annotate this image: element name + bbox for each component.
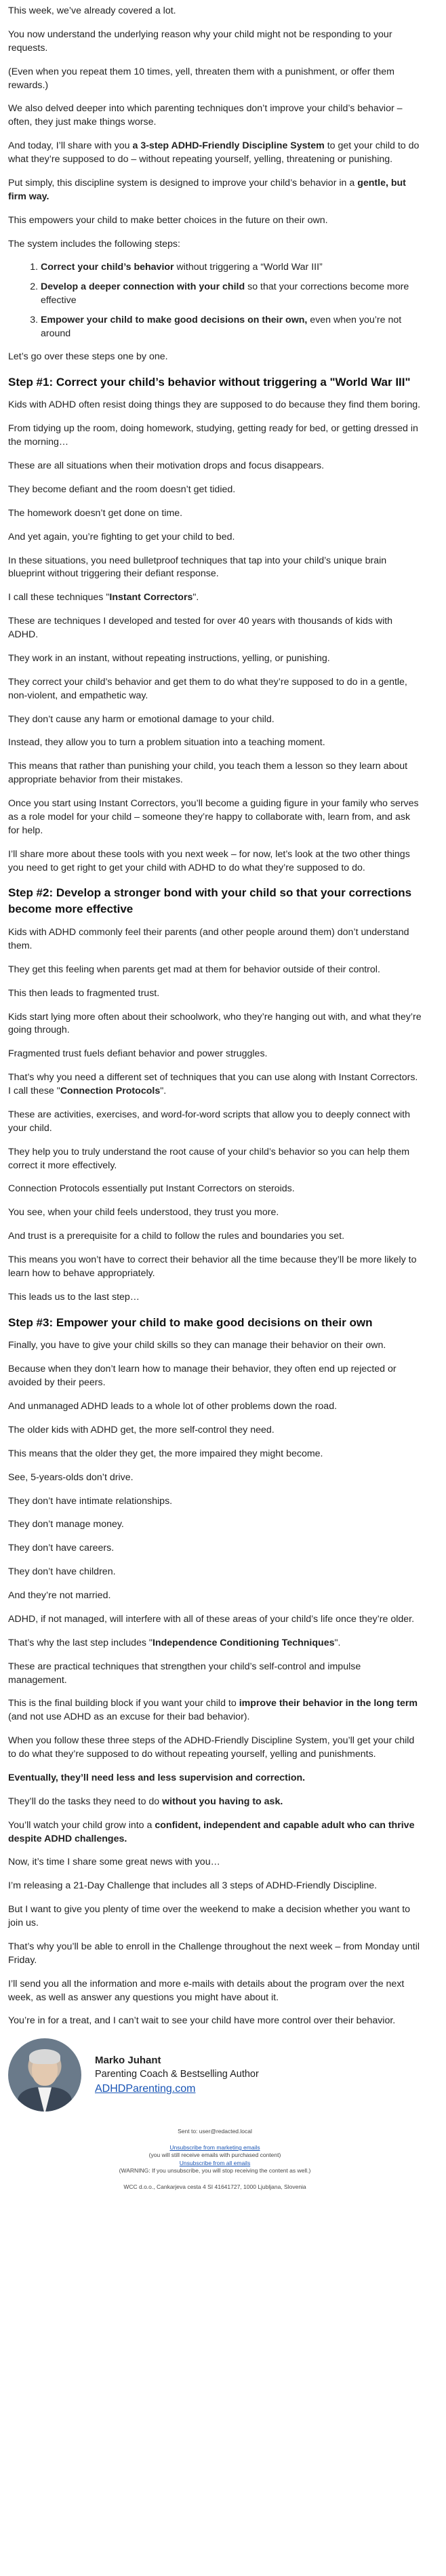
step3-paragraph: They don’t have careers. xyxy=(8,1543,115,1554)
step3-paragraph: They’ll do the tasks they need to do without you having to ask. xyxy=(8,1796,283,1807)
step2-paragraph: They get this feeling when parents get mad at them for behavior outside of their control. xyxy=(8,964,380,975)
lets-go-paragraph: Let’s go over these steps one by one. xyxy=(8,351,168,362)
website-link[interactable]: ADHDParenting.com xyxy=(95,2082,196,2095)
step3-paragraph: Finally, you have to give your child skills so they can manage their behavior on their own. xyxy=(8,1340,386,1351)
step2-paragraph: This leads us to the last step… xyxy=(8,1291,140,1303)
step1-paragraph: This means that rather than punishing your child, you teach them a lesson so they learn about appropriate behavior from their mistakes. xyxy=(8,761,408,786)
signature-block xyxy=(8,2038,422,2112)
company-address: WCC d.o.o., Cankarjeva cesta 4 SI 41641727, 1000 Ljubljana, Slovenia xyxy=(123,2183,306,2190)
step1-paragraph: In these situations, you need bulletproof techniques that tap into your child’s unique brain blueprint without triggering their defiant response. xyxy=(8,555,387,580)
closing-paragraph: Now, it’s time I share some great news with you… xyxy=(8,1857,220,1868)
intro-paragraph: You now understand the underlying reason why your child might not be responding to your requests. xyxy=(8,28,392,54)
step3-paragraph: These are practical techniques that strengthen your child’s self-control and impulse management. xyxy=(8,1661,361,1686)
includes-paragraph: The system includes the following steps: xyxy=(8,238,180,250)
step3-paragraph: The older kids with ADHD get, the more self-control they need. xyxy=(8,1424,275,1435)
closing-paragraph: That’s why you’ll be able to enroll in the Challenge throughout the next week – from Monday until Friday. xyxy=(8,1941,420,1966)
step1-paragraph: They become defiant and the room doesn’t get tidied. xyxy=(8,483,236,495)
step1-paragraph: The homework doesn’t get done on time. xyxy=(8,507,183,519)
signature-text xyxy=(95,2053,259,2097)
unsubscribe-marketing-link[interactable]: Unsubscribe from marketing emails xyxy=(169,2143,260,2151)
step2-paragraph: They help you to truly understand the root cause of your child’s behavior so you can help them correct it more effectively. xyxy=(8,1146,410,1171)
step3-paragraph: ADHD, if not managed, will interfere with all of these areas of your child’s life once they’re older. xyxy=(8,1613,415,1625)
unsubscribe-all-link[interactable]: Unsubscribe from all emails xyxy=(179,2159,251,2166)
closing-paragraph: I’ll send you all the information and more e-mails with details about the program over the next week, as well as answer any questions you might have about it. xyxy=(8,1978,405,2003)
step1-paragraph: These are all situations when their motivation drops and focus disappears. xyxy=(8,460,325,472)
step1-paragraph: Once you start using Instant Correctors, you’ll become a guiding figure in your family who serves as a role model for your child – someone they’re happy to collaborate with, learn from, and ask for help. xyxy=(8,798,419,836)
step1-paragraph: Kids with ADHD often resist doing things they are supposed to do because they find them boring. xyxy=(8,399,421,411)
intro-paragraph: This week, we’ve already covered a lot. xyxy=(8,5,176,16)
step2-paragraph: Fragmented trust fuels defiant behavior and power struggles. xyxy=(8,1048,268,1060)
steps-list-item: 1. Correct your child’s behavior without triggering a “World War III” xyxy=(41,261,422,275)
step2-paragraph: This means you won’t have to correct their behavior all the time because they’ll be more likely to learn how to behave appropriately. xyxy=(8,1254,417,1279)
email-footer xyxy=(8,2128,422,2191)
purchased-note: (you will still receive emails with purchased content) xyxy=(148,2152,281,2159)
step3-paragraph: That’s why the last step includes "Independence Conditioning Techniques". xyxy=(8,1637,341,1648)
step3-paragraph: See, 5-years-olds don’t drive. xyxy=(8,1471,134,1483)
step1-paragraph: I’ll share more about these tools with you next week – for now, let’s look at the two other things you need to get right to get your child with ADHD to do what they’re supposed to do. xyxy=(8,848,410,873)
step2-paragraph: That’s why you need a different set of techniques that you can use along with Instant Correctors. I call these "Connection Protocols". xyxy=(8,1072,418,1097)
step3-paragraph: You’ll watch your child grow into a confident, independent and capable adult who can thrive despite ADHD challenges. xyxy=(8,1819,415,1844)
steps-list-item: 3. Empower your child to make good decisions on their own, even when you’re not around xyxy=(41,314,422,341)
step2-paragraph: These are activities, exercises, and word-for-word scripts that allow you to deeply connect with your child. xyxy=(8,1109,410,1134)
step1-paragraph: Instead, they allow you to turn a problem situation into a teaching moment. xyxy=(8,737,325,749)
step1-paragraph: They correct your child’s behavior and get them to do what they’re supposed to do in a gentle, non-violent, and empathetic way. xyxy=(8,676,407,701)
step3-paragraph: And they’re not married. xyxy=(8,1590,111,1602)
step3-paragraph: Eventually, they’ll need less and less supervision and correction. xyxy=(8,1772,306,1783)
step2-paragraph: Connection Protocols essentially put Instant Correctors on steroids. xyxy=(8,1183,295,1195)
step1-paragraph: They work in an instant, without repeating instructions, yelling, or punishing. xyxy=(8,652,330,664)
step3-paragraph: This is the final building block if you want your child to improve their behavior in the long term (and not use ADHD as an excuse for their bad behavior). xyxy=(8,1698,418,1723)
step3-paragraph: When you follow these three steps of the ADHD-Friendly Discipline System, you’ll get your child to do what they’re supposed to do without repeating yourself, yelling and punishments. xyxy=(8,1735,415,1760)
put-simply-paragraph: Put simply, this discipline system is designed to improve your child’s behavior in a gentle, but firm way. xyxy=(8,177,406,202)
step3-heading: Step #3: Empower your child to make good decisions on their own xyxy=(8,1315,373,1329)
sent-to-text: Sent to: user@redacted.local xyxy=(178,2128,252,2135)
unsubscribe-warning: (WARNING: If you unsubscribe, you will stop receiving the content as well.) xyxy=(119,2167,311,2175)
system-intro-paragraph: And today, I’ll share with you a 3-step ADHD-Friendly Discipline System to get your child to do what they’re supposed to do – without repeating yourself, yelling, threatening or punishing. xyxy=(8,140,420,165)
step2-paragraph: Kids start lying more often about their schoolwork, who they’re hanging out with, and what they’re going through. xyxy=(8,1011,422,1036)
step1-heading: Step #1: Correct your child’s behavior without triggering a "World War III" xyxy=(8,375,411,389)
step3-paragraph: And unmanaged ADHD leads to a whole lot of other problems down the road. xyxy=(8,1401,338,1412)
author-photo xyxy=(8,2038,81,2112)
step1-paragraph: They don’t cause any harm or emotional damage to your child. xyxy=(8,713,275,725)
step3-paragraph: They don’t manage money. xyxy=(8,1519,124,1530)
system-name: a 3-step ADHD-Friendly Discipline System xyxy=(132,140,325,152)
intro-paragraph: We also delved deeper into which parenting techniques don’t improve your child’s behavior – often, they just make things worse. xyxy=(8,103,403,128)
step3-paragraph: This means that the older they get, the more impaired they might become. xyxy=(8,1448,323,1459)
steps-list xyxy=(8,261,422,340)
closing-paragraph: You’re in for a treat, and I can’t wait to see your child have more control over their behavior. xyxy=(8,2015,396,2027)
step2-paragraph: Kids with ADHD commonly feel their parents (and other people around them) don’t understand them. xyxy=(8,927,409,951)
author-title: Parenting Coach & Bestselling Author xyxy=(95,2069,259,2080)
step1-paragraph: And yet again, you’re fighting to get your child to bed. xyxy=(8,531,235,542)
author-name: Marko Juhant xyxy=(95,2055,161,2067)
step2-paragraph: This then leads to fragmented trust. xyxy=(8,987,160,999)
step1-paragraph: I call these techniques "Instant Correctors". xyxy=(8,592,199,603)
step3-paragraph: They don’t have intimate relationships. xyxy=(8,1495,173,1507)
closing-paragraph: But I want to give you plenty of time over the weekend to make a decision whether you want to join us. xyxy=(8,1904,411,1929)
steps-list-item: 2. Develop a deeper connection with your child so that your corrections become more effective xyxy=(41,281,422,308)
step1-paragraph: From tidying up the room, doing homework, studying, getting ready for bed, or getting dressed in the morning… xyxy=(8,423,418,448)
step3-paragraph: Because when they don’t learn how to manage their behavior, they often end up rejected or avoided by their peers. xyxy=(8,1364,397,1389)
step3-paragraph: They don’t have children. xyxy=(8,1566,116,1578)
intro-paragraph: (Even when you repeat them 10 times, yell, threaten them with a punishment, or offer them rewards.) xyxy=(8,66,394,91)
step2-paragraph: And trust is a prerequisite for a child to follow the rules and boundaries you set. xyxy=(8,1231,345,1242)
step2-paragraph: You see, when your child feels understood, they trust you more. xyxy=(8,1207,279,1218)
step2-heading: Step #2: Develop a stronger bond with your child so that your corrections become more effective xyxy=(8,886,412,916)
closing-paragraph: I’m releasing a 21-Day Challenge that includes all 3 steps of ADHD-Friendly Discipline. xyxy=(8,1880,378,1892)
empowers-paragraph: This empowers your child to make better choices in the future on their own. xyxy=(8,214,328,226)
step1-paragraph: These are techniques I developed and tested for over 40 years with thousands of kids with ADHD. xyxy=(8,616,393,641)
